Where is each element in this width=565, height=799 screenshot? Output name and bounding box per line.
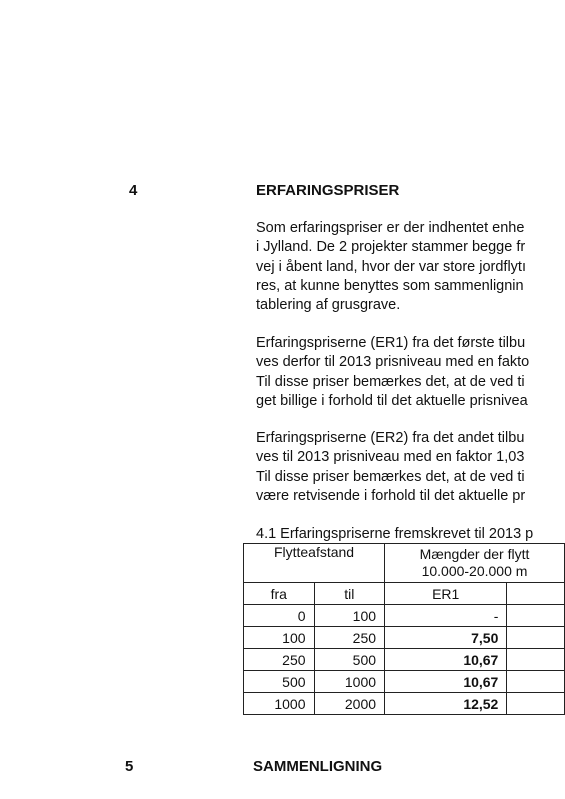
header-flytteafstand: Flytteafstand (244, 544, 385, 583)
paragraph-1-line: vej i åbent land, hvor der var store jordflytı (256, 258, 526, 275)
section-4-number: 4 (129, 182, 138, 199)
paragraph-2-line: Erfaringspriserne (ER1) fra det første tilbu (256, 335, 526, 351)
section-5-number: 5 (125, 758, 134, 775)
paragraph-1-line: tablering af grusgrave. (256, 297, 401, 314)
paragraph-1-line: i Jylland. De 2 projekter stammer begge fr (256, 239, 526, 256)
section-5-title: SAMMENLIGNING (253, 758, 383, 775)
cell-er1: 7,50 (385, 627, 507, 649)
paragraph-2 (256, 334, 565, 411)
cell-fra: 100 (244, 627, 315, 649)
paragraph-2-line: get billige i forhold til det aktuelle prisnivea (256, 392, 528, 409)
cell-til: 2000 (314, 693, 385, 715)
paragraph-1-line: res, at kunne benyttes som sammenlignin (256, 277, 524, 294)
cell-er1: 12,52 (385, 693, 507, 715)
table-caption: 4.1 Erfaringspriserne fremskrevet til 2013 p (256, 526, 534, 542)
table-row (244, 649, 565, 671)
subheader-er2 (507, 583, 565, 605)
paragraph-3 (256, 429, 565, 506)
table-row (244, 671, 565, 693)
cell-er2 (507, 605, 565, 627)
cell-er1: 10,67 (385, 671, 507, 693)
cell-er2 (507, 671, 565, 693)
header-maengder (385, 544, 565, 583)
paragraph-2-line: Til disse priser bemærkes det, at de ved ti (256, 373, 525, 390)
subheader-er1: ER1 (385, 583, 507, 605)
paragraph-3-line: ves til 2013 prisniveau med en faktor 1,03 (256, 449, 525, 466)
cell-til: 100 (314, 605, 385, 627)
paragraph-1 (256, 219, 565, 315)
cell-fra: 1000 (244, 693, 315, 715)
cell-er2 (507, 627, 565, 649)
cell-til: 500 (314, 649, 385, 671)
cell-til: 1000 (314, 671, 385, 693)
paragraph-3-line: Til disse priser bemærkes det, at de ved ti (256, 468, 525, 485)
cell-til: 250 (314, 627, 385, 649)
paragraph-2-line: ves derfor til 2013 prisniveau med en fakto (256, 354, 530, 371)
header-maengder-line2: 10.000-20.000 m (421, 563, 528, 579)
table-row (244, 605, 565, 627)
cell-fra: 0 (244, 605, 315, 627)
paragraph-3-line: være retvisende i forhold til det aktuelle pr (256, 487, 526, 504)
header-maengder-line1: Mængder der flytt (419, 546, 530, 562)
paragraph-1-line: Som erfaringspriser er der indhentet enhe (256, 220, 525, 236)
cell-er2 (507, 693, 565, 715)
cell-fra: 250 (244, 649, 315, 671)
subheader-til: til (314, 583, 385, 605)
cell-er1: 10,67 (385, 649, 507, 671)
subheader-fra: fra (244, 583, 315, 605)
paragraph-3-line: Erfaringspriserne (ER2) fra det andet tilbu (256, 430, 525, 446)
price-table (243, 543, 565, 715)
cell-fra: 500 (244, 671, 315, 693)
cell-er2 (507, 649, 565, 671)
cell-er1: - (385, 605, 507, 627)
table-row (244, 693, 565, 715)
section-4-title: ERFARINGSPRISER (256, 182, 400, 199)
table-row (244, 627, 565, 649)
